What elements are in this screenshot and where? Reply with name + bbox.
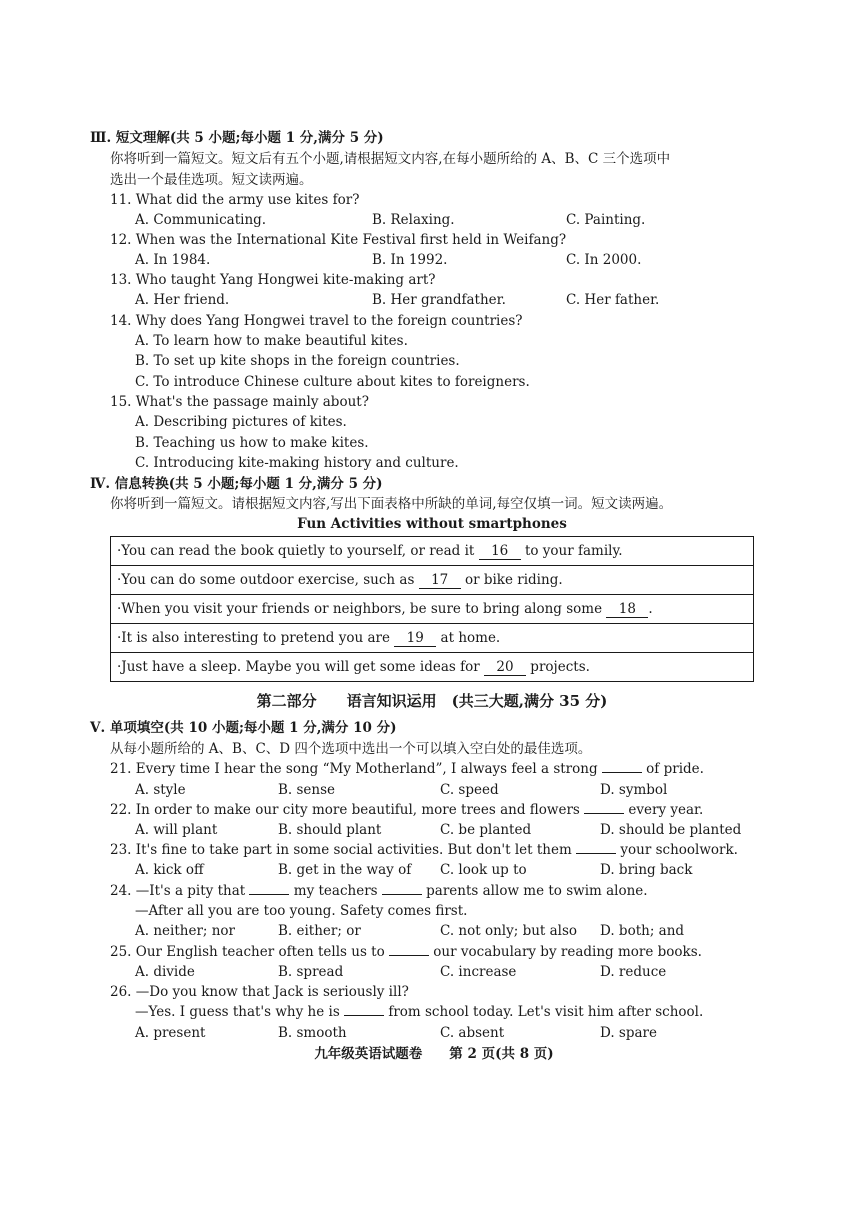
- row-text-pre: ·You can do some outdoor exercise, such as: [117, 572, 419, 588]
- table-row: [111, 595, 753, 624]
- q23-option-d: D. bring back: [600, 862, 693, 878]
- answer-blank-19[interactable]: 19: [394, 630, 436, 647]
- answer-blank-16[interactable]: 16: [479, 543, 521, 560]
- q23-option-a: A. kick off: [135, 862, 204, 878]
- q23-option-c: C. look up to: [440, 862, 527, 878]
- q15-option-b: B. Teaching us how to make kites.: [135, 435, 369, 451]
- q24-option-a: A. neither; nor: [135, 923, 236, 939]
- row-text-pre: ·It is also interesting to pretend you are: [117, 630, 395, 646]
- q25-stem-pre: 25. Our English teacher often tells us to: [110, 944, 390, 960]
- section5-instruction: 从每小题所给的 A、B、C、D 四个选项中选出一个可以填入空白处的最佳选项。: [110, 741, 592, 757]
- q12-option-c: C. In 2000.: [566, 252, 642, 268]
- answer-blank-20[interactable]: 20: [484, 659, 526, 676]
- q23-option-b: B. get in the way of: [278, 862, 412, 878]
- q24-option-c: C. not only; but also: [440, 923, 578, 939]
- q22-stem-post: every year.: [624, 802, 704, 818]
- q25-stem: [110, 942, 702, 962]
- q14-stem: 14. Why does Yang Hongwei travel to the foreign countries?: [110, 313, 523, 329]
- q21-blank[interactable]: [602, 760, 642, 773]
- q12-option-b: B. In 1992.: [372, 252, 448, 268]
- q11-option-c: C. Painting.: [566, 212, 646, 228]
- q22-stem-pre: 22. In order to make our city more beautiful, more trees and flowers: [110, 802, 585, 818]
- q22-option-d: D. should be planted: [600, 822, 742, 838]
- table-title: Fun Activities without smartphones: [297, 516, 567, 532]
- q21-stem-post: of pride.: [641, 761, 704, 777]
- q25-stem-post: our vocabulary by reading more books.: [429, 944, 702, 960]
- q21-stem: [110, 759, 704, 779]
- row-text-post: at home.: [436, 630, 501, 646]
- q26-option-d: D. spare: [600, 1025, 657, 1041]
- q22-blank[interactable]: [584, 801, 624, 814]
- q24-blank-1[interactable]: [249, 882, 289, 895]
- q15-option-a: A. Describing pictures of kites.: [135, 414, 347, 430]
- q25-option-c: C. increase: [440, 964, 517, 980]
- q21-option-a: A. style: [135, 782, 186, 798]
- q26-reply-pre: —Yes. I guess that's why he is: [135, 1004, 345, 1020]
- q23-stem-post: your schoolwork.: [616, 842, 738, 858]
- q24-stem-post: parents allow me to swim alone.: [421, 883, 648, 899]
- activities-table: [110, 536, 754, 682]
- q24-option-b: B. either; or: [278, 923, 361, 939]
- answer-blank-18[interactable]: 18: [606, 601, 648, 618]
- section3-instruction-1: 你将听到一篇短文。短文后有五个小题,请根据短文内容,在每小题所给的 A、B、C 三个选项中: [110, 151, 671, 167]
- section3-instruction-2: 选出一个最佳选项。短文读两遍。: [110, 172, 313, 188]
- table-row: [111, 537, 753, 566]
- q25-option-a: A. divide: [135, 964, 195, 980]
- row-text-pre: ·When you visit your friends or neighbors, be sure to bring along some: [117, 601, 607, 617]
- q15-stem: 15. What's the passage mainly about?: [110, 394, 369, 410]
- q26-option-b: B. smooth: [278, 1025, 347, 1041]
- section4-instruction: 你将听到一篇短文。请根据短文内容,写出下面表格中所缺的单词,每空仅填一词。短文读两遍。: [110, 496, 673, 512]
- page-footer: 九年级英语试题卷 第 2 页(共 8 页): [314, 1046, 554, 1062]
- q11-option-a: A. Communicating.: [135, 212, 267, 228]
- q25-option-b: B. spread: [278, 964, 344, 980]
- q12-stem: 12. When was the International Kite Festival first held in Weifang?: [110, 232, 567, 248]
- table-row: [111, 624, 753, 653]
- q21-option-d: D. symbol: [600, 782, 668, 798]
- q22-stem: [110, 800, 703, 820]
- q14-option-a: A. To learn how to make beautiful kites.: [135, 333, 408, 349]
- section3-header: Ⅲ. 短文理解(共 5 小题;每小题 1 分,满分 5 分): [90, 130, 384, 146]
- q24-stem-pre: 24. —It's a pity that: [110, 883, 250, 899]
- q12-option-a: A. In 1984.: [135, 252, 211, 268]
- q25-blank[interactable]: [389, 943, 429, 956]
- row-text-post: .: [648, 601, 653, 617]
- q24-option-d: D. both; and: [600, 923, 685, 939]
- q13-option-a: A. Her friend.: [135, 292, 230, 308]
- row-text-post: projects.: [526, 659, 590, 675]
- row-text-pre: ·Just have a sleep. Maybe you will get some ideas for: [117, 659, 485, 675]
- q23-blank[interactable]: [576, 841, 616, 854]
- q24-reply: —After all you are too young. Safety comes first.: [135, 903, 468, 919]
- q13-stem: 13. Who taught Yang Hongwei kite-making art?: [110, 272, 436, 288]
- q13-option-c: C. Her father.: [566, 292, 660, 308]
- q22-option-b: B. should plant: [278, 822, 382, 838]
- q23-stem: [110, 840, 738, 860]
- q26-reply-post: from school today. Let's visit him after school.: [384, 1004, 704, 1020]
- q11-stem: 11. What did the army use kites for?: [110, 192, 360, 208]
- row-text-post: to your family.: [520, 543, 623, 559]
- q25-option-d: D. reduce: [600, 964, 667, 980]
- q13-option-b: B. Her grandfather.: [372, 292, 506, 308]
- q22-option-a: A. will plant: [135, 822, 218, 838]
- q21-stem-pre: 21. Every time I hear the song “My Motherland”, I always feel a strong: [110, 761, 602, 777]
- q15-option-c: C. Introducing kite-making history and culture.: [135, 455, 459, 471]
- q21-option-c: C. speed: [440, 782, 499, 798]
- q24-blank-2[interactable]: [382, 882, 422, 895]
- row-text-post: or bike riding.: [460, 572, 563, 588]
- section4-header: Ⅳ. 信息转换(共 5 小题;每小题 1 分,满分 5 分): [90, 476, 383, 492]
- q21-option-b: B. sense: [278, 782, 336, 798]
- table-row: [111, 566, 753, 595]
- table-row: [111, 653, 753, 681]
- q14-option-c: C. To introduce Chinese culture about kites to foreigners.: [135, 374, 530, 390]
- section5-header: Ⅴ. 单项填空(共 10 小题;每小题 1 分,满分 10 分): [90, 720, 397, 736]
- q26-option-c: C. absent: [440, 1025, 505, 1041]
- q24-stem: [110, 881, 648, 901]
- q26-blank[interactable]: [344, 1003, 384, 1016]
- q26-reply: [135, 1002, 703, 1022]
- part2-title: 第二部分 语言知识运用 (共三大题,满分 35 分): [256, 692, 608, 710]
- q11-option-b: B. Relaxing.: [372, 212, 455, 228]
- q26-stem: 26. —Do you know that Jack is seriously ill?: [110, 984, 409, 1000]
- q22-option-c: C. be planted: [440, 822, 532, 838]
- answer-blank-17[interactable]: 17: [419, 572, 461, 589]
- row-text-pre: ·You can read the book quietly to yourself, or read it: [117, 543, 479, 559]
- q24-stem-mid: my teachers: [289, 883, 382, 899]
- q14-option-b: B. To set up kite shops in the foreign countries.: [135, 353, 460, 369]
- q26-option-a: A. present: [135, 1025, 206, 1041]
- q23-stem-pre: 23. It's fine to take part in some social activities. But don't let them: [110, 842, 577, 858]
